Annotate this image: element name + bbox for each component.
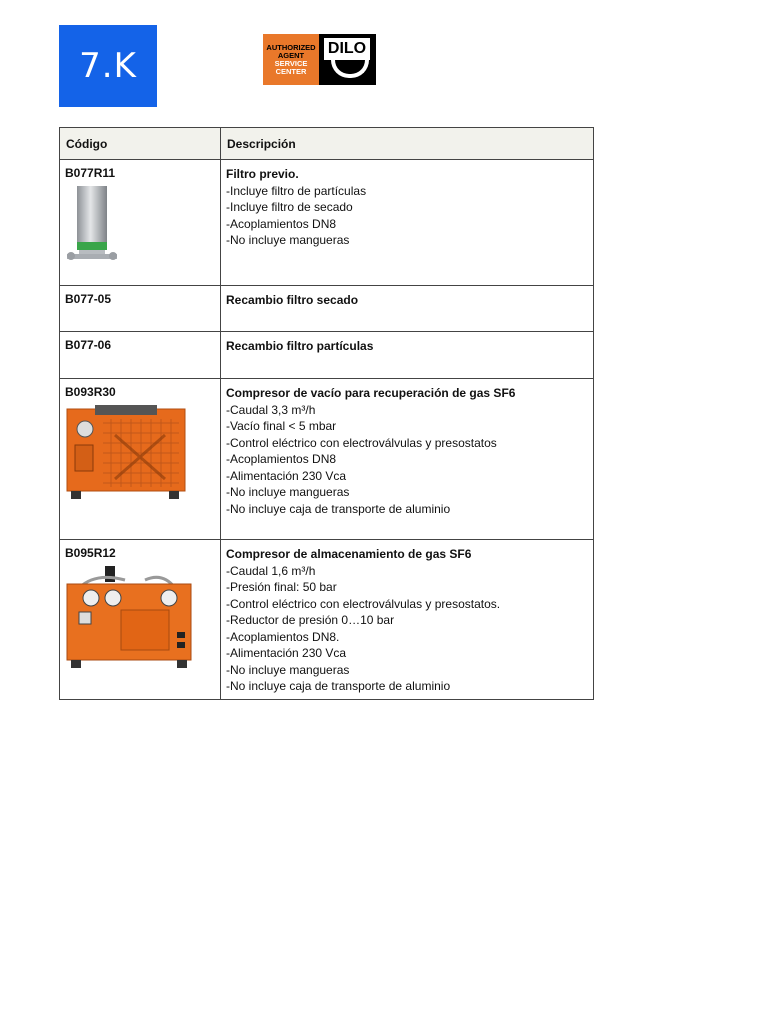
product-spec: -Acoplamientos DN8: [226, 452, 337, 466]
product-title: Compresor de vacío para recuperación de gas SF6: [226, 386, 516, 400]
product-title: Compresor de almacenamiento de gas SF6: [226, 547, 472, 561]
dilo-arc-shape: [331, 58, 369, 78]
product-spec: -No incluye mangueras: [226, 485, 350, 499]
logo-text: 7.K: [79, 46, 137, 86]
dilo-authorized-agent-logo: [263, 34, 376, 85]
table-row: [60, 540, 594, 700]
dilo-line1: AUTHORIZED: [266, 42, 316, 52]
product-spec: -Alimentación 230 Vca: [226, 468, 347, 483]
product-code: B077R11: [65, 166, 116, 180]
product-spec: -Reductor de presión 0…10 bar: [226, 613, 395, 627]
product-title: Recambio filtro secado: [226, 293, 359, 307]
product-spec: -Alimentación 230 Vca: [226, 646, 347, 660]
product-spec: -No incluye caja de transporte de aluminio: [226, 501, 451, 516]
storage-compressor-image: [65, 566, 214, 673]
table-row: [60, 332, 594, 379]
product-spec: -No incluye mangueras: [226, 662, 350, 677]
product-spec: -Caudal 3,3 m³/h: [226, 402, 316, 417]
dilo-badge-text: [263, 34, 319, 85]
product-spec: -No incluye caja de transporte de aluminio: [226, 679, 451, 693]
dilo-line2: AGENT: [277, 50, 305, 60]
product-spec: -Acoplamientos DN8: [226, 216, 337, 231]
product-spec: -No incluye mangueras: [226, 233, 350, 247]
product-code: B095R12: [65, 546, 116, 560]
header-code: Código: [60, 128, 221, 160]
product-spec: -Incluye filtro de partículas: [226, 183, 367, 198]
table-header-row: [60, 128, 594, 160]
product-spec: -Control eléctrico con electroválvulas y presostatos.: [226, 596, 501, 611]
table-row: [60, 160, 594, 286]
product-title: Recambio filtro partículas: [226, 339, 374, 353]
table-row: [60, 379, 594, 540]
dilo-line3: SERVICE: [274, 58, 308, 68]
dilo-brand-name: DILO: [324, 38, 370, 60]
product-spec: -Incluye filtro de secado: [226, 200, 353, 214]
product-spec: -Vacío final < 5 mbar: [226, 419, 337, 433]
product-spec: -Caudal 1,6 m³/h: [226, 563, 316, 578]
product-table: [59, 127, 594, 700]
product-spec: -Acoplamientos DN8.: [226, 629, 340, 644]
header-description: Descripción: [221, 128, 594, 160]
product-title: Filtro previo.: [226, 167, 299, 181]
table-row: [60, 286, 594, 332]
product-code: B077-05: [65, 292, 112, 306]
dilo-line4: CENTER: [275, 66, 307, 76]
product-spec: -Control eléctrico con electroválvulas y presostatos: [226, 435, 497, 450]
product-spec: -Presión final: 50 bar: [226, 580, 337, 594]
filter-cylinder-image: [65, 186, 214, 271]
company-logo-7k: [59, 25, 157, 107]
dilo-brand-mark: [319, 34, 376, 85]
vacuum-compressor-image: [65, 405, 214, 506]
product-code: B093R30: [65, 385, 116, 399]
product-code: B077-06: [65, 338, 112, 352]
